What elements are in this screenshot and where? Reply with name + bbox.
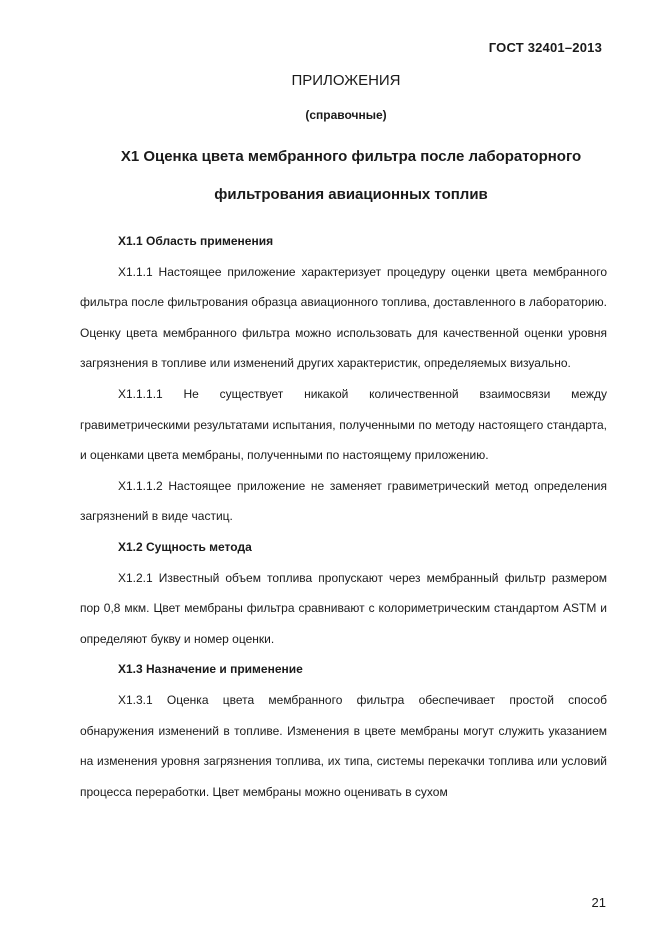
- appendix-subtitle: (справочные): [305, 108, 387, 122]
- document-body: [80, 226, 607, 807]
- appendix-title: ПРИЛОЖЕНИЯ: [291, 72, 401, 89]
- paragraph-1-1-1-2: Х1.1.1.2 Настоящее приложение не заменяет гравиметрический метод определения загрязнений в виде частиц.: [80, 478, 607, 524]
- paragraph-1-1-1: Х1.1.1 Настоящее приложение характеризует процедуру оценки цвета мембранного фильтра после фильтрования образца авиационного топлива, доставленного в лабораторию. Оценку цвета мембранного фильтра можно использовать для качественной оценки уровня загрязнения в топливе или изменений других характеристик, определяемых визуально.: [80, 264, 607, 371]
- paragraph-1-2-1: Х1.2.1 Известный объем топлива пропускают через мембранный фильтр размером пор 0,8 мкм. Цвет мембраны фильтра сравнивают с колориметрическим стандартом ASTM и определяют букву и номер оценки.: [80, 570, 607, 646]
- paragraph-1-1-1-1: Х1.1.1.1 Не существует никакой количественной взаимосвязи между гравиметрическими результатами испытания, полученными по методу настоящего стандарта, и оценками цвета мембраны, полученными по настоящему приложению.: [80, 386, 607, 463]
- standard-header: ГОСТ 32401–2013: [488, 40, 602, 55]
- section-title: Х1 Оценка цвета мембранного фильтра после лабораторного фильтрования авиационных топлив: [120, 148, 582, 203]
- page-number: 21: [591, 895, 606, 910]
- subsection-heading-1-1: Х1.1 Область применения: [118, 234, 274, 248]
- subsection-heading-1-2: Х1.2 Сущность метода: [118, 539, 252, 554]
- paragraph-1-3-1: Х1.3.1 Оценка цвета мембранного фильтра обеспечивает простой способ обнаружения изменений в топливе. Изменения в цвете мембраны могут служить указанием на изменения уровня загрязнения топлива, их типа, системы перекачки топлива или условий процесса переработки. Цвет мембраны можно оценивать в сухом: [80, 692, 607, 799]
- subsection-heading-1-3: Х1.3 Назначение и применение: [118, 662, 303, 677]
